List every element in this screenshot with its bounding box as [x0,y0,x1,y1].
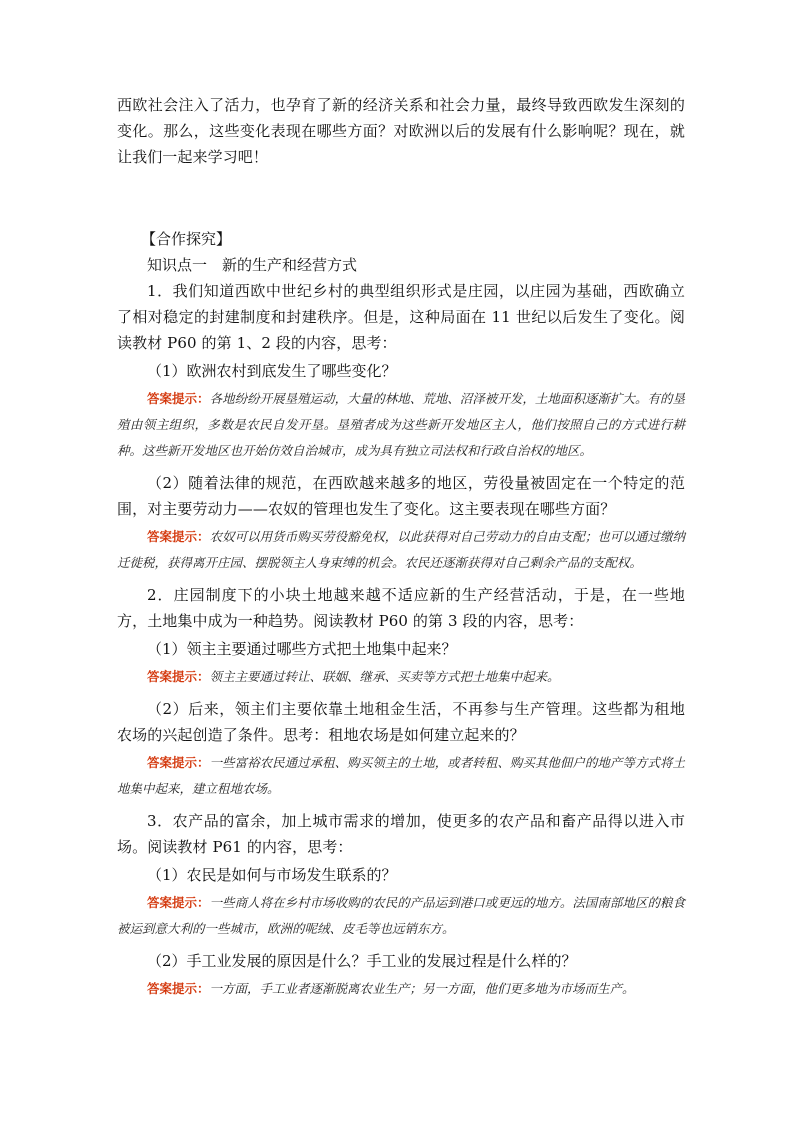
answer-text: 一些商人将在乡村市场收购的农民的产品运到港口或更远的地方。法国南部地区的粮食被运到意大利的一些城市，欧洲的呢绒、皮毛等也远销东方。 [117,895,685,936]
item-prompt: 3．农产品的富余，加上城市需求的增加，使更多的农产品和畜产品得以进入市场。阅读教材 P61 的内容，思考： [117,812,685,856]
question: （2）后来，领主们主要依靠土地租金生活，不再参与生产管理。这些都为租地农场的兴起创造了条件。思考：租地农场是如何建立起来的？ [117,700,685,744]
question: （2）随着法律的规范，在西欧越来越多的地区，劳役量被固定在一个特定的范围，对主要劳动力——农奴的管理也发生了变化。这主要表现在哪些方面？ [117,474,685,518]
question: （2）手工业发展的原因是什么？手工业的发展过程是什么样的？ [147,952,577,970]
answer-hint [117,664,685,690]
answer-label: 答案提示： [147,391,210,406]
section-title: 【合作探究】 [141,230,232,248]
answer-text: 各地纷纷开展垦殖运动，大量的林地、荒地、沼泽被开发，土地面积逐渐扩大。有的垦殖由领主组织，多数是农民自发开垦。垦殖者成为这些新开发地区主人，他们按照自己的方式进行耕种。这些新开发地区也开始仿效自治城市，成为具有独立司法权和行政自治权的地区。 [117,391,685,458]
answer-text: 一方面，手工业者逐渐脱离农业生产；另一方面，他们更多地为市场而生产。 [209,981,635,996]
intro-paragraph: 西欧社会注入了活力，也孕育了新的经济关系和社会力量，最终导致西欧发生深刻的变化。那么，这些变化表现在哪些方面？对欧洲以后的发展有什么影响呢？现在，就让我们一起来学习吧！ [117,96,685,166]
answer-hint [117,750,685,802]
question: （1）领主主要通过哪些方式把土地集中起来？ [147,640,457,658]
answer-label: 答案提示： [147,669,210,684]
answer-hint [117,524,685,576]
answer-hint [117,386,685,464]
answer-text: 一些富裕农民通过承租、购买领主的土地，或者转租、购买其他佃户的地产等方式将土地集中起来，建立租地农场。 [117,755,685,796]
document-body [117,92,685,1008]
knowledge-point-title: 知识点一 新的生产和经营方式 [147,256,358,274]
answer-label: 答案提示： [147,529,210,544]
answer-text: 领主主要通过转让、联姻、继承、买卖等方式把土地集中起来。 [209,669,560,684]
spacer [117,170,685,226]
question: （1）欧洲农村到底发生了哪些变化？ [147,362,397,380]
answer-hint [117,890,685,942]
answer-label: 答案提示： [147,755,210,770]
answer-label: 答案提示： [147,981,210,996]
item-prompt: 1．我们知道西欧中世纪乡村的典型组织形式是庄园，以庄园为基础，西欧确立了相对稳定的封建制度和封建秩序。但是，这种局面在 11 世纪以后发生了变化。阅读教材 P60 的第 1、2 段的内容，思考： [117,282,685,352]
answer-label: 答案提示： [147,895,210,910]
answer-text: 农奴可以用货币购买劳役豁免权，以此获得对自己劳动力的自由支配；也可以通过缴纳迁徙税，获得离开庄园、摆脱领主人身束缚的机会。农民还逐渐获得对自己剩余产品的支配权。 [117,529,685,570]
question: （1）农民是如何与市场发生联系的？ [147,866,397,884]
answer-hint [117,976,685,1002]
item-prompt: 2．庄园制度下的小块土地越来越不适应新的生产经营活动，于是，在一些地方，土地集中成为一种趋势。阅读教材 P60 的第 3 段的内容，思考： [117,586,685,630]
